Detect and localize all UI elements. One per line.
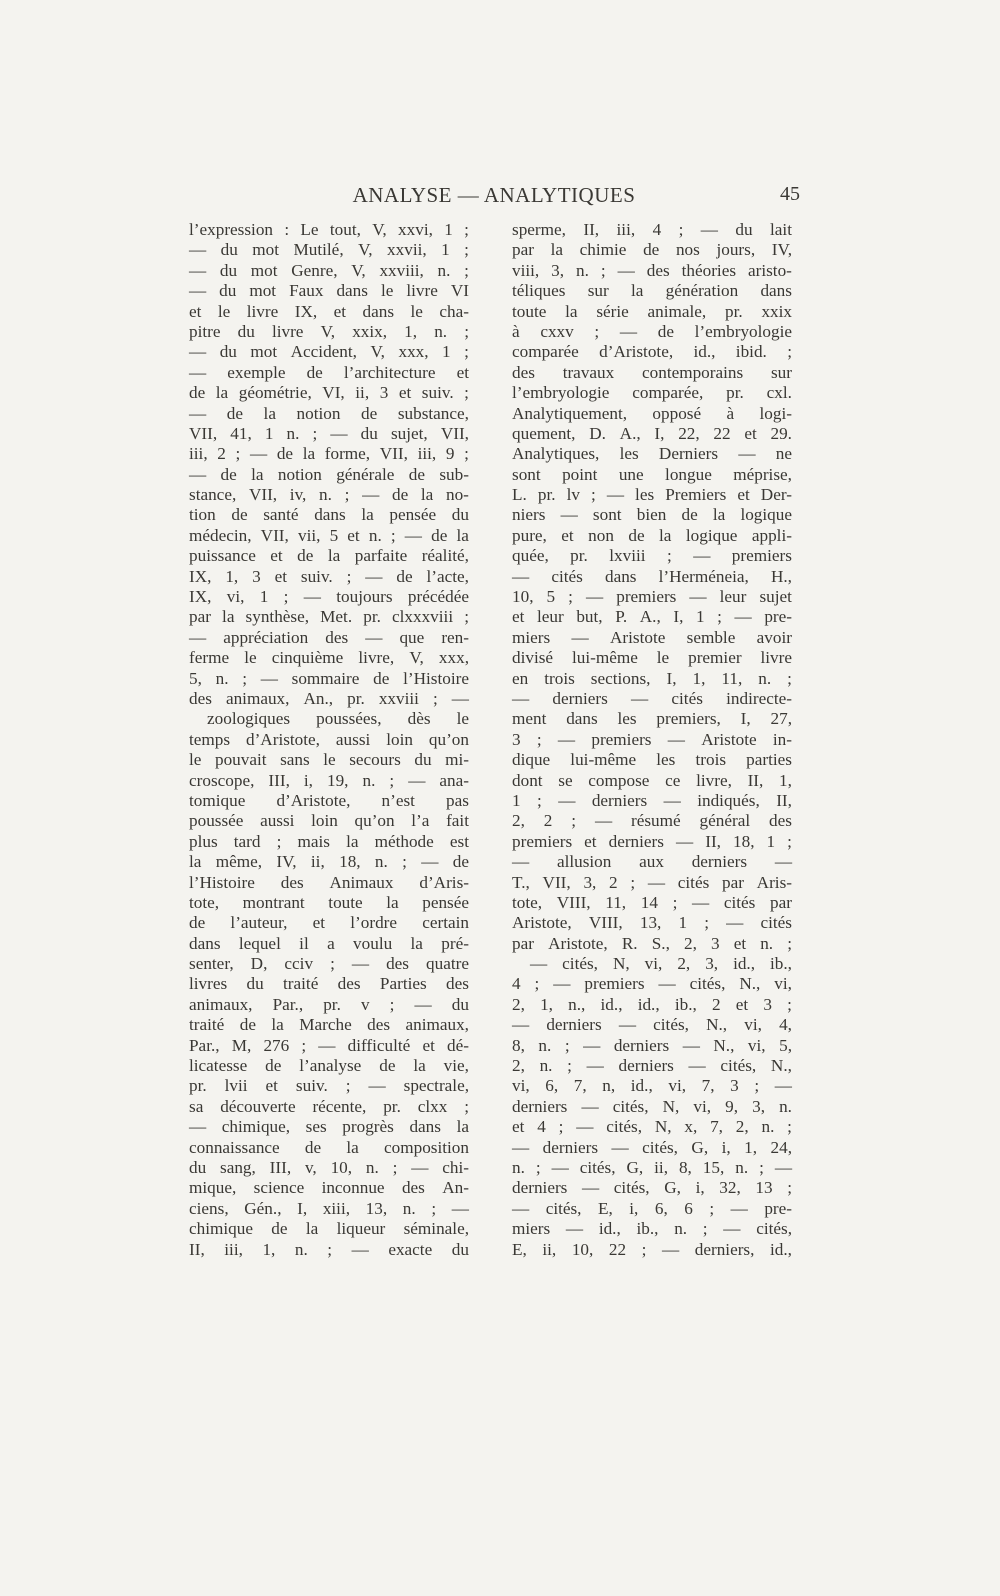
index-line: temps d’Aristote, aussi loin qu’on bbox=[189, 729, 469, 749]
index-line: Analytiquement, opposé à logi- bbox=[512, 403, 792, 423]
index-line: — de la notion de substance, bbox=[189, 403, 469, 423]
index-line: de la géométrie, VI, ii, 3 et suiv. ; bbox=[189, 383, 469, 403]
index-line: — appréciation des — que ren- bbox=[189, 627, 469, 647]
index-line: animaux, Par., pr. v ; — du bbox=[189, 994, 469, 1014]
index-line: senter, D, cciv ; — des quatre bbox=[189, 954, 469, 974]
index-line: iii, 2 ; — de la forme, VII, iii, 9 ; bbox=[189, 444, 469, 464]
index-line: dont se compose ce livre, II, 1, bbox=[512, 770, 792, 790]
index-line: — du mot Faux dans le livre VI bbox=[189, 281, 469, 301]
index-line: derniers — cités, G, i, 32, 13 ; bbox=[512, 1178, 792, 1198]
index-line: l’expression : Le tout, V, xxvi, 1 ; bbox=[189, 220, 469, 239]
index-line: par la synthèse, Met. pr. clxxxviii ; bbox=[189, 607, 469, 627]
index-line: en trois sections, I, 1, 11, n. ; bbox=[512, 668, 792, 688]
index-line: la même, IV, ii, 18, n. ; — de bbox=[189, 852, 469, 872]
index-line: toute la série animale, pr. xxix bbox=[512, 301, 792, 321]
index-line: 2, n. ; — derniers — cités, N., bbox=[512, 1056, 792, 1076]
index-line: Analytiques, les Derniers — ne bbox=[512, 444, 792, 464]
index-line: zoologiques poussées, dès le bbox=[207, 709, 469, 729]
index-line: tote, VIII, 11, 14 ; — cités par bbox=[512, 892, 792, 912]
index-line: traité de la Marche des animaux, bbox=[189, 1015, 469, 1035]
index-line: par Aristote, R. S., 2, 3 et n. ; bbox=[512, 933, 792, 953]
right-column bbox=[512, 220, 792, 1260]
index-line: quement, D. A., I, 22, 22 et 29. bbox=[512, 423, 792, 443]
index-line: L. pr. lv ; — les Premiers et Der- bbox=[512, 485, 792, 505]
running-head bbox=[188, 183, 800, 213]
index-line: derniers — cités, N, vi, 9, 3, n. bbox=[512, 1096, 792, 1116]
index-line: quée, pr. lxviii ; — premiers bbox=[512, 546, 792, 566]
index-line: des animaux, An., pr. xxviii ; — bbox=[189, 688, 469, 708]
index-line: — cités dans l’Herméneia, H., bbox=[512, 566, 792, 586]
index-line: miers — Aristote semble avoir bbox=[512, 627, 792, 647]
index-line: — exemple de l’architecture et bbox=[189, 362, 469, 382]
index-line: — chimique, ses progrès dans la bbox=[189, 1117, 469, 1137]
index-line: le pouvait sans le secours du mi- bbox=[189, 750, 469, 770]
index-line: tomique d’Aristote, n’est pas bbox=[189, 790, 469, 810]
index-line: pure, et non de la logique appli- bbox=[512, 525, 792, 545]
index-line: n. ; — cités, G, ii, 8, 15, n. ; — bbox=[512, 1157, 792, 1177]
index-line: comparée d’Aristote, id., ibid. ; bbox=[512, 342, 792, 362]
index-line: dique lui-même les trois parties bbox=[512, 750, 792, 770]
index-line: et 4 ; — cités, N, x, 7, 2, n. ; bbox=[512, 1117, 792, 1137]
index-line: des travaux contemporains sur bbox=[512, 362, 792, 382]
index-line: Aristote, VIII, 13, 1 ; — cités bbox=[512, 913, 792, 933]
index-line: tote, montrant toute la pensée bbox=[189, 892, 469, 912]
index-line: dans lequel il a voulu la pré- bbox=[189, 933, 469, 953]
running-title: ANALYSE — ANALYTIQUES bbox=[352, 183, 636, 207]
index-line: Par., M, 276 ; — difficulté et dé- bbox=[189, 1035, 469, 1055]
index-line: l’Histoire des Animaux d’Aris- bbox=[189, 872, 469, 892]
index-line: poussée aussi loin qu’on l’a fait bbox=[189, 811, 469, 831]
index-line: E, ii, 10, 22 ; — derniers, id., bbox=[512, 1239, 792, 1259]
index-line: — derniers — cités, G, i, 1, 24, bbox=[512, 1137, 792, 1157]
index-line: plus tard ; mais la méthode est bbox=[189, 831, 469, 851]
index-line: par la chimie de nos jours, IV, bbox=[512, 240, 792, 260]
index-line: IX, 1, 3 et suiv. ; — de l’acte, bbox=[189, 566, 469, 586]
index-line: — derniers — cités indirecte- bbox=[512, 688, 792, 708]
index-line: IX, vi, 1 ; — toujours précédée bbox=[189, 587, 469, 607]
index-line: sperme, II, iii, 4 ; — du lait bbox=[512, 220, 792, 239]
index-line: l’embryologie comparée, pr. cxl. bbox=[512, 383, 792, 403]
index-line: sont point une longue méprise, bbox=[512, 464, 792, 484]
index-line: croscope, III, i, 19, n. ; — ana- bbox=[189, 770, 469, 790]
index-line: viii, 3, n. ; — des théories aristo- bbox=[512, 260, 792, 280]
index-line: — cités, E, i, 6, 6 ; — pre- bbox=[512, 1198, 792, 1218]
index-line: 2, 2 ; — résumé général des bbox=[512, 811, 792, 831]
index-line: licatesse de l’analyse de la vie, bbox=[189, 1056, 469, 1076]
index-line: — allusion aux derniers — bbox=[512, 852, 792, 872]
index-line: niers — sont bien de la logique bbox=[512, 505, 792, 525]
index-line: — de la notion générale de sub- bbox=[189, 464, 469, 484]
index-line: 4 ; — premiers — cités, N., vi, bbox=[512, 974, 792, 994]
index-line: miers — id., ib., n. ; — cités, bbox=[512, 1219, 792, 1239]
index-line: sa découverte récente, pr. clxx ; bbox=[189, 1096, 469, 1116]
index-line: puissance et de la parfaite réalité, bbox=[189, 546, 469, 566]
index-line: et leur but, P. A., I, 1 ; — pre- bbox=[512, 607, 792, 627]
index-line: II, iii, 1, n. ; — exacte du bbox=[189, 1239, 469, 1259]
page-number: 45 bbox=[780, 183, 800, 205]
index-line: chimique de la liqueur séminale, bbox=[189, 1219, 469, 1239]
left-column bbox=[189, 220, 469, 1260]
index-line: ciens, Gén., I, xiii, 13, n. ; — bbox=[189, 1198, 469, 1218]
index-line: 2, 1, n., id., id., ib., 2 et 3 ; bbox=[512, 994, 792, 1014]
index-line: à cxxv ; — de l’embryologie bbox=[512, 321, 792, 341]
index-line: — derniers — cités, N., vi, 4, bbox=[512, 1015, 792, 1035]
index-line: T., VII, 3, 2 ; — cités par Aris- bbox=[512, 872, 792, 892]
index-line: divisé lui-même le premier livre bbox=[512, 648, 792, 668]
index-line: — du mot Accident, V, xxx, 1 ; bbox=[189, 342, 469, 362]
index-line: stance, VII, iv, n. ; — de la no- bbox=[189, 485, 469, 505]
index-line: 1 ; — derniers — indiqués, II, bbox=[512, 790, 792, 810]
index-line: ferme le cinquième livre, V, xxx, bbox=[189, 648, 469, 668]
index-line: 8, n. ; — derniers — N., vi, 5, bbox=[512, 1035, 792, 1055]
index-line: du sang, III, v, 10, n. ; — chi- bbox=[189, 1157, 469, 1177]
index-line: 5, n. ; — sommaire de l’Histoire bbox=[189, 668, 469, 688]
index-line: premiers et derniers — II, 18, 1 ; bbox=[512, 831, 792, 851]
index-line: VII, 41, 1 n. ; — du sujet, VII, bbox=[189, 423, 469, 443]
index-line: livres du traité des Parties des bbox=[189, 974, 469, 994]
index-line: tion de santé dans la pensée du bbox=[189, 505, 469, 525]
index-line: téliques sur la génération dans bbox=[512, 281, 792, 301]
index-line: pitre du livre V, xxix, 1, n. ; bbox=[189, 321, 469, 341]
index-line: 10, 5 ; — premiers — leur sujet bbox=[512, 587, 792, 607]
index-line: pr. lvii et suiv. ; — spectrale, bbox=[189, 1076, 469, 1096]
index-line: — cités, N, vi, 2, 3, id., ib., bbox=[530, 954, 792, 974]
index-line: — du mot Mutilé, V, xxvii, 1 ; bbox=[189, 240, 469, 260]
index-line: — du mot Genre, V, xxviii, n. ; bbox=[189, 260, 469, 280]
index-line: connaissance de la composition bbox=[189, 1137, 469, 1157]
index-line: mique, science inconnue des An- bbox=[189, 1178, 469, 1198]
index-line: ment dans les premiers, I, 27, bbox=[512, 709, 792, 729]
index-line: et le livre IX, et dans le cha- bbox=[189, 301, 469, 321]
index-line: 3 ; — premiers — Aristote in- bbox=[512, 729, 792, 749]
index-line: de l’auteur, et l’ordre certain bbox=[189, 913, 469, 933]
index-line: médecin, VII, vii, 5 et n. ; — de la bbox=[189, 525, 469, 545]
index-line: vi, 6, 7, n, id., vi, 7, 3 ; — bbox=[512, 1076, 792, 1096]
